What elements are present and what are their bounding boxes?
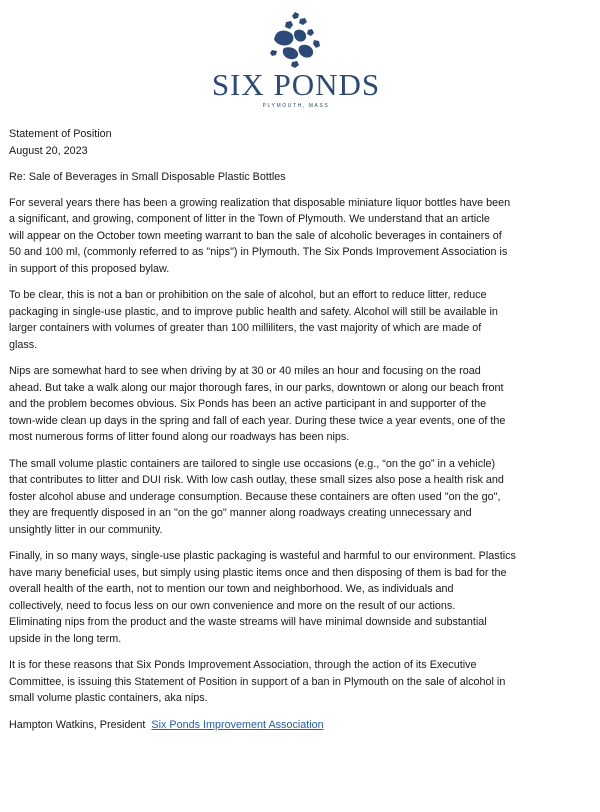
signature-line [9,717,592,734]
paragraph-line: 50 and 100 ml, (commonly referred to as "nips") in Plymouth. The Six Ponds Improvement Association is [9,246,508,258]
paragraph-line: Committee, is issuing this Statement of Position in support of a ban in Plymouth on the sale of alcohol in [9,675,506,688]
paragraph-line: Nips are somewhat hard to see when driving by at 30 or 40 miles an hour and focusing on the road [9,365,481,377]
paragraph-3 [9,363,592,446]
paragraph-2 [9,287,592,353]
paragraph-line: packaging in single-use plastic, and to improve public health and safety. Alcohol will still be available in [9,305,498,318]
subject-line: Re: Sale of Beverages in Small Disposable Plastic Bottles [9,171,286,183]
organization-logo [0,10,600,110]
paragraph-line: small volume plastic containers, aka nips. [9,692,208,704]
paragraph-line: To be clear, this is not a ban or prohibition on the sale of alcohol, but an effort to reduce litter, reduce [9,289,487,301]
ponds-map-icon [262,10,326,72]
logo-subtitle: PLYMOUTH, MASS [262,103,330,109]
paragraph-line: overall health of the earth, not to mention our town and neighborhood. We, as individuals and [9,583,454,595]
paragraph-line: collectively, need to focus less on our own convenience and more on the result of our actions. [9,599,456,612]
paragraph-4 [9,456,592,539]
paragraph-line: most numerous forms of litter found along our roadways has been nips. [9,431,350,443]
paragraph-1 [9,195,592,278]
paragraph-line: foster alcohol abuse and underage consumption. Because these containers are often used "on the go", [9,490,501,503]
doc-date: August 20, 2023 [9,144,88,157]
paragraph-line: they are frequently disposed in an "on the go" manner along roadways creating unnecessary and [9,507,472,519]
paragraph-line: ahead. But take a walk along our major thorough fares, in our parks, downtown or along our beach front [9,381,504,394]
paragraph-line: glass. [9,338,38,351]
paragraph-line: unsightly litter in our community. [9,523,163,536]
paragraph-line: a significant, and growing, component of litter in the Town of Plymouth. We understand that an article [9,213,490,225]
letter-body [9,126,592,733]
paragraph-6 [9,657,592,707]
paragraph-line: in support of this proposed bylaw. [9,262,170,275]
paragraph-line: that contributes to litter and DUI risk. With low cash outlay, these small sizes also pose a health risk and [9,474,504,486]
paragraph-line: town-wide clean up days in the spring and fall of each year. During these twice a year events, one of the [9,414,506,427]
paragraph-line: upside in the long term. [9,632,122,645]
paragraph-5 [9,548,592,647]
paragraph-line: Eliminating nips from the product and the waste streams will have minimal downside and substantial [9,616,487,628]
organization-link[interactable]: Six Ponds Improvement Association [151,718,324,731]
paragraph-line: Finally, in so many ways, single-use plastic packaging is wasteful and harmful to our environment. Plastics [9,550,516,562]
doc-type: Statement of Position [9,128,112,140]
logo-name: SIX PONDS [211,67,381,102]
paragraph-line: The small volume plastic containers are tailored to single use occasions (e.g., “on the go” in a vehicle) [9,457,496,470]
paragraph-line: have many beneficial uses, but simply using plastic items once and then disposing of them is bad for the [9,566,507,579]
paragraph-line: and the problem becomes obvious. Six Ponds has been an active participant in and supporter of the [9,398,487,410]
paragraph-line: It is for these reasons that Six Ponds Improvement Association, through the action of its Executive [9,659,477,671]
paragraph-line: For several years there has been a growing realization that disposable miniature liquor bottles have been [9,196,511,209]
paragraph-line: will appear on the October town meeting warrant to ban the sale of alcoholic beverages in containers of [9,229,502,242]
signatory-name: Hampton Watkins, President [9,718,146,731]
paragraph-line: larger containers with volumes of greater than 100 milliliters, the vast majority of which are made of [9,322,482,334]
